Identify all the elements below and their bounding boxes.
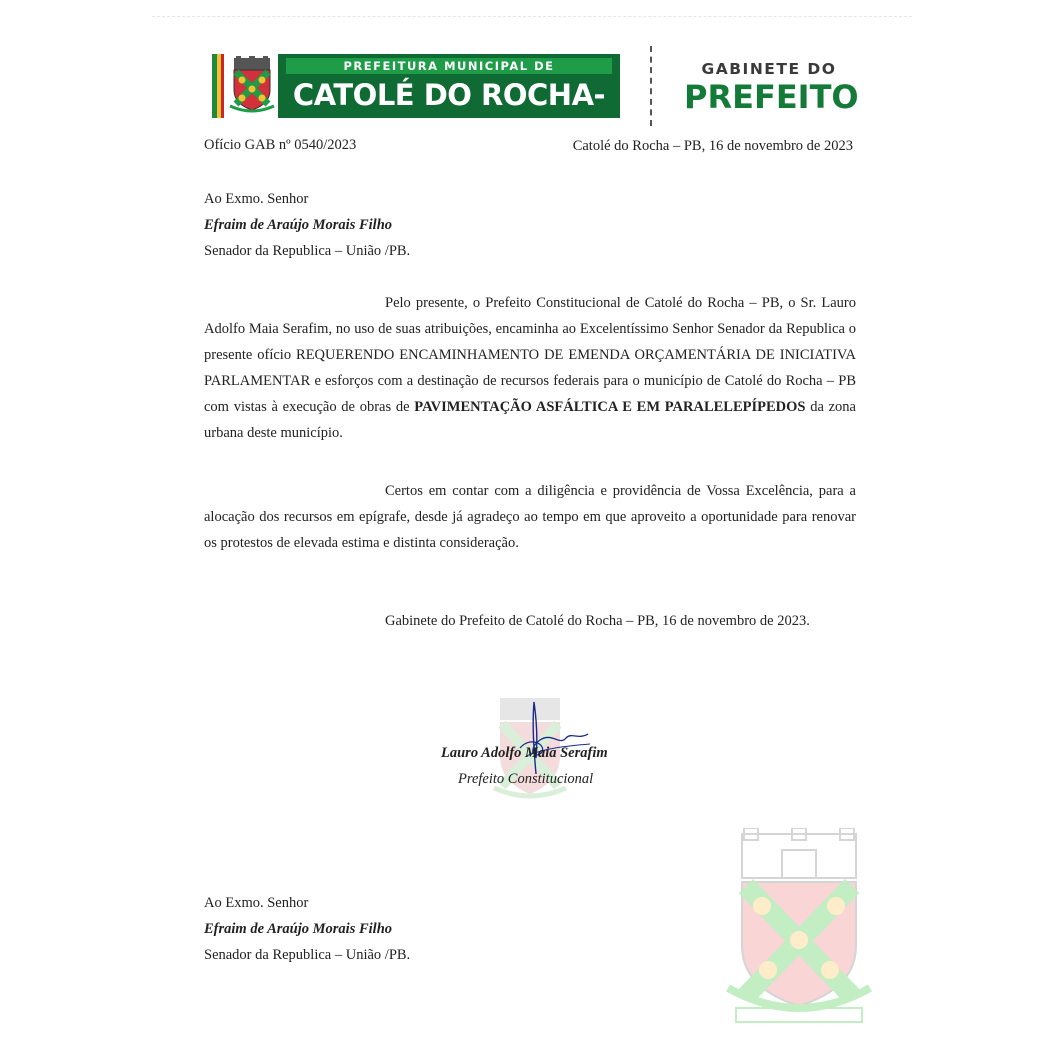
place-date: Catolé do Rocha – PB, 16 de novembro de 2023 (572, 138, 853, 154)
signer-name: Lauro Adolfo Maia Serafim (441, 745, 608, 761)
recipient-name: Efraim de Araújo Morais Filho (204, 217, 393, 233)
footer-recipient-name: Efraim de Araújo Morais Filho (204, 921, 393, 937)
prefeito-label: PREFEITO (684, 78, 859, 116)
signer-title: Prefeito Constitucional (458, 771, 594, 787)
flag-stripe-red (221, 54, 224, 118)
footer-recipient-title: Senador da Republica – União /PB. (204, 947, 411, 963)
recipient-title: Senador da Republica – União /PB. (204, 243, 411, 259)
footer-recipient-salutation: Ao Exmo. Senhor (204, 895, 309, 911)
paragraph-1-text: Pelo presente, o Prefeito Constitucional de Catolé do Rocha – PB, o Sr. Lauro Adolfo Maia Serafim, no uso de suas atribuições, encaminha ao Excelentíssimo Senhor Senador da Republica o presente ofício REQUERENDO ENCAMINHAMENTO DE EMENDA ORÇAMENTÁRIA DE INICIATIVA PARLAMENTAR e esforços com a destinação de recursos federais para o município de Catolé do Rocha – PB com vistas à execução de obras de (204, 295, 856, 415)
recipient-salutation: Ao Exmo. Senhor (204, 191, 309, 207)
paragraph-1-end: da zona urbana deste município. (204, 399, 856, 441)
paragraph-1-emphasis: PAVIMENTAÇÃO ASFÁLTICA E EM PARALELEPÍPEDOS (414, 399, 806, 415)
coat-of-arms-icon (228, 56, 276, 114)
banner-top-text: PREFEITURA MUNICIPAL DE (286, 58, 612, 74)
header-divider (650, 46, 652, 126)
banner-main-text: CATOLÉ DO ROCHA-PB (292, 78, 606, 154)
closing-line: Gabinete do Prefeito de Catolé do Rocha – PB, 16 de novembro de 2023. (385, 613, 810, 629)
gabinete-label: GABINETE DO (701, 60, 837, 78)
top-divider-line (152, 16, 912, 17)
body-paragraph-2: Certos em contar com a diligência e providência de Vossa Excelência, para a alocação dos recursos em epígrafe, desde já agradeço ao tempo em que aproveito a oportunidade para renovar os protestos de elevada estima e distinta consideração. (204, 483, 856, 551)
body-paragraph-1 (204, 290, 856, 446)
watermark-coat-of-arms-icon (722, 828, 876, 1028)
office-reference: Ofício GAB nº 0540/2023 (204, 137, 357, 153)
